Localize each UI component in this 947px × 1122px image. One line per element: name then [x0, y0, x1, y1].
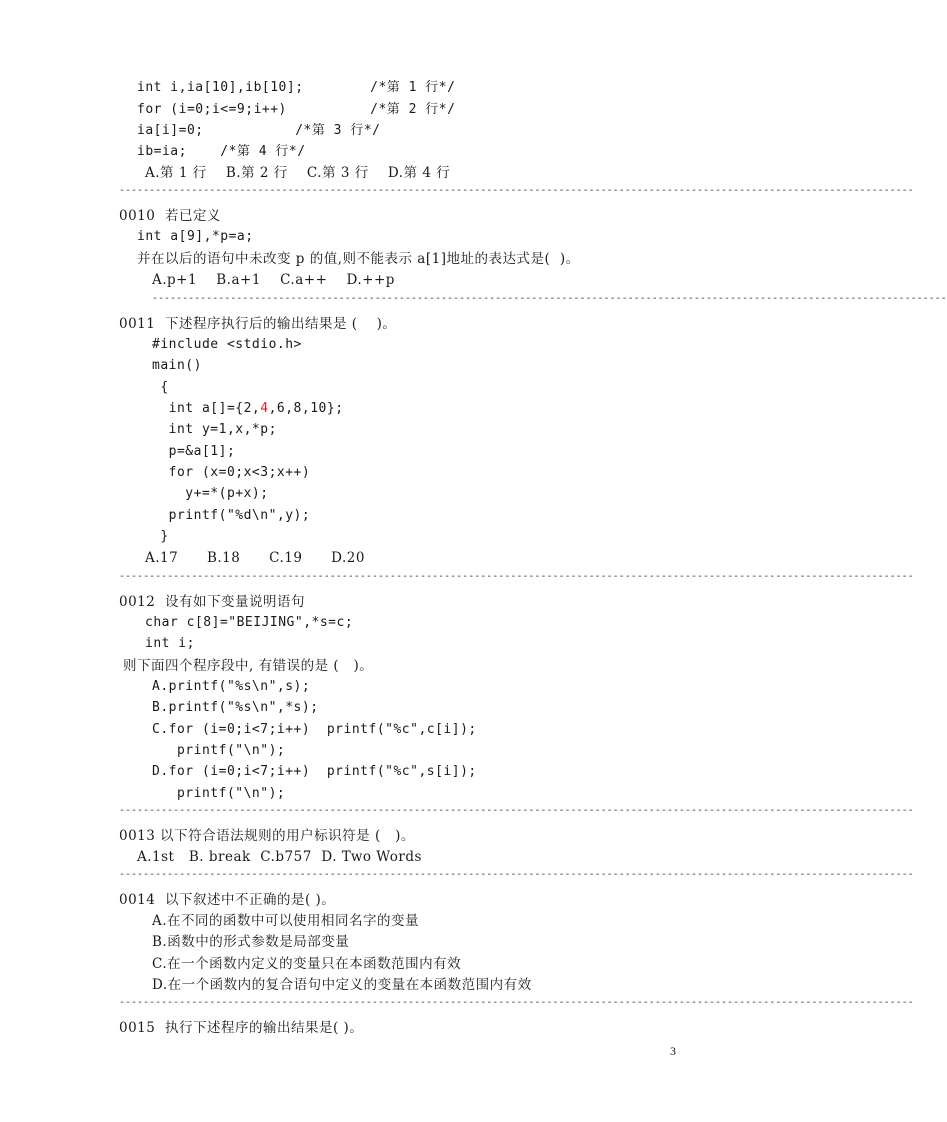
separator: ------------------------------------------------------------------------------------------------------------------------------------	[119, 571, 914, 582]
code-line: for (i=0;i<=9;i++) /*第 2 行*/	[137, 102, 456, 117]
question-title: 0013 以下符合语法规则的用户标识符是 ( )。	[119, 828, 415, 844]
answer-option: A.在不同的函数中可以使用相同名字的变量	[152, 913, 420, 929]
answer-options: A.第 1 行 B.第 2 行 C.第 3 行 D.第 4 行	[145, 165, 451, 181]
page-number: 3	[670, 1044, 676, 1058]
code-line: main()	[152, 358, 202, 373]
answer-option: printf("\n");	[152, 786, 286, 801]
code-line: int i;	[145, 636, 195, 651]
answer-option: A.printf("%s\n",s);	[152, 679, 311, 694]
question-title: 0010 若已定义	[119, 208, 221, 224]
code-line: ia[i]=0; /*第 3 行*/	[137, 123, 381, 138]
code-line: p=&a[1];	[152, 444, 236, 459]
answer-option: C.for (i=0;i<7;i++) printf("%c",c[i]);	[152, 722, 477, 737]
array-rest: ,6,8,10};	[268, 401, 344, 416]
array-highlight: 4	[260, 401, 269, 416]
code-line: {	[152, 380, 169, 395]
question-title: 0012 设有如下变量说明语句	[119, 594, 305, 610]
answer-option: C.在一个函数内定义的变量只在本函数范围内有效	[152, 956, 462, 972]
code-line: printf("%d\n",y);	[152, 508, 311, 523]
separator: ------------------------------------------------------------------------------------------------------------------------------------	[119, 185, 914, 196]
code-line: char c[8]="BEIJING",*s=c;	[145, 615, 354, 630]
answer-options: A.17 B.18 C.19 D.20	[145, 550, 365, 566]
question-title: 0014 以下叙述中不正确的是( )。	[119, 892, 336, 908]
separator: ------------------------------------------------------------------------------------------------------------------------------------	[119, 997, 914, 1008]
separator: ------------------------------------------------------------------------------------------------------------------------------------	[152, 293, 947, 304]
separator: ------------------------------------------------------------------------------------------------------------------------------------	[119, 805, 914, 816]
code-line: #include <stdio.h>	[152, 337, 302, 352]
answer-options: A.p+1 B.a+1 C.a++ D.++p	[152, 272, 395, 288]
code-line: }	[152, 529, 169, 544]
answer-option: B.printf("%s\n",*s);	[152, 700, 319, 715]
answer-options: A.1st B. break C.b757 D. Two Words	[137, 849, 422, 865]
question-title: 0015 执行下述程序的输出结果是( )。	[119, 1020, 364, 1036]
answer-option: D.在一个函数内的复合语句中定义的变量在本函数范围内有效	[152, 977, 532, 993]
answer-option: printf("\n");	[152, 743, 286, 758]
array-prefix: int a[]={2,	[152, 401, 261, 416]
question-text: 并在以后的语句中未改变 p 的值,则不能表示 a[1]地址的表达式是( )。	[137, 251, 580, 267]
code-line: ib=ia; /*第 4 行*/	[137, 144, 306, 159]
code-line-array	[152, 399, 344, 419]
code-line: int a[9],*p=a;	[137, 229, 254, 244]
code-line: for (x=0;x<3;x++)	[152, 465, 311, 480]
answer-option: D.for (i=0;i<7;i++) printf("%c",s[i]);	[152, 764, 477, 779]
code-line: y+=*(p+x);	[152, 486, 269, 501]
answer-option: B.函数中的形式参数是局部变量	[152, 934, 350, 950]
question-text: 则下面四个程序段中, 有错误的是 ( )。	[123, 658, 374, 674]
code-line: int i,ia[10],ib[10]; /*第 1 行*/	[137, 80, 456, 95]
question-title: 0011 下述程序执行后的输出结果是 ( )。	[119, 316, 397, 332]
code-line: int y=1,x,*p;	[152, 422, 277, 437]
separator: ------------------------------------------------------------------------------------------------------------------------------------	[119, 869, 914, 880]
